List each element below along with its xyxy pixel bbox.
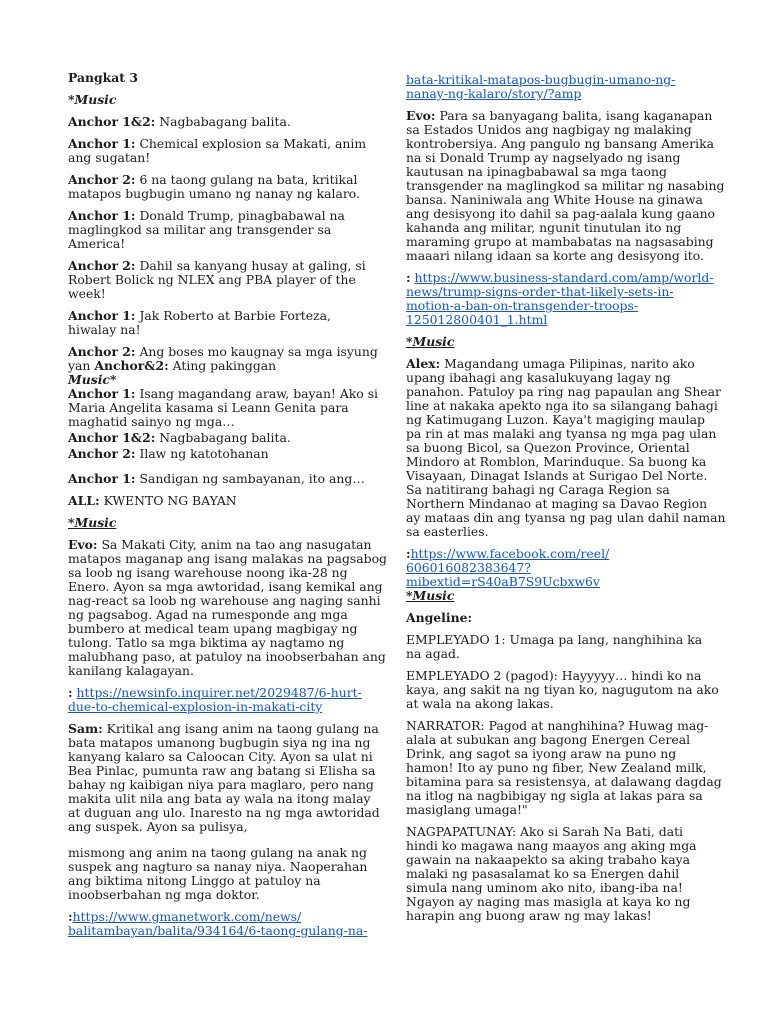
line-text: Sa natitirang bahagi ng Caraga Region sa: [406, 482, 670, 497]
script-line: [68, 431, 370, 445]
source-link-block: [406, 73, 710, 101]
line-text: bahay ng kaibigan niya para maglaro, pero nang: [68, 777, 374, 792]
line-text: line at nakaka apekto nga ito sa silangang bahagi: [406, 398, 718, 413]
music-cue: Music*: [68, 372, 117, 387]
line-text: at duguan ang ulo. Inaresto na ng mga awtoridad: [68, 805, 380, 820]
news-paragraph: [406, 356, 726, 539]
script-line: [68, 173, 370, 201]
line-text: Drink, ang sagot sa iyong araw na puno ng: [406, 746, 677, 761]
news-paragraph: [68, 537, 387, 678]
source-link-block: [68, 686, 370, 714]
script-line: [68, 494, 370, 508]
line-text: maraming grupo at mambabatas na nagsasabing: [406, 234, 714, 249]
line-text: Northern Mindanao at maging sa Davao Region: [406, 496, 708, 511]
speaker-label: Anchor 1&2:: [68, 114, 156, 129]
news-paragraph: [406, 108, 725, 263]
line-text: Para sa banyagang balita, isang kaganapan: [439, 108, 713, 123]
line-text: panahon. Patuloy pa ring nag papaulan ang Shear: [406, 384, 721, 399]
ad-script-line: [406, 718, 722, 817]
speaker-label: ALL:: [68, 493, 100, 508]
line-text: ang desisyong ito dahil sa pag-aalala kung gaano: [406, 206, 716, 221]
line-text: upang ibahagi ang kasalukuyang lagay ng: [406, 370, 671, 385]
line-text: tulong. Tatlo sa mga biktima ay nagtamo ng: [68, 635, 345, 650]
source-link-block: [406, 270, 714, 327]
line-text: Maria Angelita kasama si Leann Genita para: [68, 400, 349, 415]
line-text: makita ulit nila ang bata ay wala na itong malay: [68, 791, 371, 806]
ad-script-line: [406, 668, 719, 711]
speaker-label: Anchor 2:: [68, 446, 136, 461]
source-link[interactable]: balitambayan/balita/934164/6-taong-gulang-na-: [68, 923, 368, 938]
script-line: [68, 472, 370, 486]
line-text: ay mataas din ang tyansa ng pag ulan dahil naman: [406, 510, 726, 525]
source-link[interactable]: mibextid=rS40aB7S9Ucbxw6v: [406, 574, 600, 589]
line-text: Sa Makati City, anim na tao ang nasugatan: [101, 537, 372, 552]
line-text: maghatid sainyo ng mga…: [68, 414, 235, 429]
line-text: ang suspek. Ayon sa pulisya,: [68, 819, 248, 834]
source-link[interactable]: https://www.business-standard.com/amp/world-: [414, 270, 714, 285]
line-text: KWENTO NG BAYAN: [103, 493, 237, 508]
speaker-label: Anchor 1:: [68, 471, 136, 486]
line-text: na agad.: [406, 646, 460, 661]
source-link[interactable]: https://newsinfo.inquirer.net/2029487/6-hurt-: [76, 685, 362, 700]
line-text: ng pagsabog. Agad na rumesponde ang mga: [68, 607, 348, 622]
line-text: bumbero at medical team upang magbigay ng: [68, 621, 358, 636]
line-text: kahanda ang militar, ngunit tinutulan ito ng: [406, 220, 682, 235]
line-text: hindi ko magawa nang maayos ang aking mga: [406, 838, 697, 853]
music-cue: *Music: [406, 334, 455, 349]
source-link[interactable]: motion-a-ban-on-transgender-troops-: [406, 298, 639, 313]
news-paragraph: [68, 721, 380, 834]
line-text: sa easterlies.: [406, 524, 489, 539]
speaker-label: Anchor 1:: [68, 208, 136, 223]
line-text: hiwalay na!: [68, 322, 141, 337]
line-text: NARRATOR: Pagod at nanghihina? Huwag mag-: [406, 718, 709, 733]
script-line: [68, 115, 370, 129]
line-text: Isang magandang araw, bayan! Ako si: [139, 386, 379, 401]
line-text: Ngayon ay naging mas masigla at kaya ko ng: [406, 894, 691, 909]
speaker-label: Anchor 2:: [68, 344, 136, 359]
script-line: [68, 344, 379, 429]
ad-script-line: [406, 633, 710, 661]
line-text: hamon! Ito ay puno ng fiber, New Zealand milk,: [406, 760, 707, 775]
right-column: [406, 72, 726, 931]
line-text: bitamina para sa resistensya, at dalawang dagdag: [406, 774, 722, 789]
source-link[interactable]: due-to-chemical-explosion-in-makati-city: [68, 699, 323, 714]
line-text: EMPLEYADO 2 (pagod): Hayyyyy… hindi ko na: [406, 668, 702, 683]
source-link-block: [406, 547, 710, 603]
line-text: Ang boses mo kaugnay sa mga isyung: [139, 344, 378, 359]
line-text: matapos maganap ang isang malakas na pagsabog: [68, 551, 387, 566]
news-paragraph: [68, 846, 370, 902]
script-line: [68, 209, 370, 251]
line-text: alala at subukan ang bagong Energen Cereal: [406, 732, 691, 747]
line-text: Ilaw ng katotohanan: [139, 446, 269, 461]
script-line: [68, 259, 370, 301]
line-text: Enero. Ayon sa mga awtoridad, isang kemikal ang: [68, 579, 383, 594]
ad-script-line: [406, 825, 710, 923]
line-text: pa rin at mas malaki ang tyansa ng mga pag ulan: [406, 426, 717, 441]
source-link[interactable]: https://www.facebook.com/reel/: [410, 546, 610, 561]
line-text: matapos bugbugin umano ng nanay ng kalaro.: [68, 186, 360, 201]
script-line: [68, 309, 370, 337]
line-text: kanilang kalagayan.: [68, 663, 194, 678]
source-link[interactable]: https://www.gmanetwork.com/news/: [72, 909, 302, 924]
source-link[interactable]: nanay-ng-kalaro/story/?amp: [406, 86, 582, 101]
source-link[interactable]: 606016082383647?: [406, 560, 531, 575]
line-text: yan: [68, 358, 91, 373]
link-prefix: :: [68, 685, 73, 700]
line-text: na si Donald Trump ay nagselyado ng isang: [406, 150, 681, 165]
line-text: Robert Bolick ng NLEX ang PBA player of the: [68, 272, 356, 287]
link-prefix: :: [68, 909, 73, 924]
line-text: kautusan na ipinagbabawal sa mga taong: [406, 164, 667, 179]
line-text: Nagbabagang balita.: [159, 430, 291, 445]
line-text: Kritikal ang isang anim na taong gulang na: [106, 721, 379, 736]
line-text: Mindoro at Romblon, Marinduque. Sa buong ka: [406, 454, 707, 469]
line-text: Nagbabagang balita.: [159, 114, 291, 129]
line-text: masiglang umaga!": [406, 802, 528, 817]
segment-speaker: Angeline:: [406, 610, 473, 625]
music-cue: *Music: [68, 92, 117, 107]
speaker-label: Evo:: [406, 108, 436, 123]
music-cue: *Music: [68, 515, 117, 530]
line-text: simula nang uminom ako nito, ibang-iba na!: [406, 880, 683, 895]
line-text: Sandigan ng sambayanan, ito ang…: [139, 471, 365, 486]
line-text: sa loob ng isang warehouse noong ika-28 ng: [68, 565, 348, 580]
line-text: kaya, ang sakit na ng tiyan ko, nagugutom na ako: [406, 682, 719, 697]
line-text: Chemical explosion sa Makati, anim: [139, 136, 367, 151]
speaker-label: Anchor 1:: [68, 308, 136, 323]
speaker-label: Sam:: [68, 721, 103, 736]
source-link[interactable]: bata-kritikal-matapos-bugbugin-umano-ng-: [406, 72, 676, 87]
speaker-label: Anchor 2:: [68, 258, 136, 273]
speaker-label: Alex:: [406, 356, 441, 371]
line-text: sa buong Bicol, sa Quezon Province, Oriental: [406, 440, 690, 455]
line-text: Bea Pinlac, pumunta raw ang batang si Elisha sa: [68, 763, 376, 778]
line-text: kontrobersiya. Ang pangulo ng bansang Amerika: [406, 136, 715, 151]
speaker-label: Evo:: [68, 537, 98, 552]
line-text: harapin ang buong araw ng may lakas!: [406, 908, 652, 923]
line-text: maaari nilang idaan sa korte ang desisyong ito.: [406, 248, 704, 263]
line-text: NAGPAPATUNAY: Ako si Sarah Na Bati, dati: [406, 824, 684, 839]
line-text: bata matapos umanong bugbugin siya ng ina ng: [68, 735, 371, 750]
left-column: [68, 70, 387, 946]
line-text: Ating pakinggan: [172, 358, 277, 373]
line-text: at wala na akong lakas.: [406, 696, 554, 711]
speaker-label: Anchor&2:: [94, 358, 169, 373]
line-text: Dahil sa kanyang husay at galing, si: [139, 258, 366, 273]
line-text: na itlog na nagbibigay ng sigla at lakas para sa: [406, 788, 703, 803]
line-text: sa Estados Unidos ang nagbigay ng malaking: [406, 122, 692, 137]
line-text: ang sugatan!: [68, 150, 151, 165]
script-line: [68, 137, 370, 165]
line-text: Magandang umaga Pilipinas, narito ako: [444, 356, 695, 371]
line-text: Donald Trump, pinagbabawal na: [139, 208, 345, 223]
line-text: mismong ang anim na taong gulang na anak ng: [68, 845, 367, 860]
script-line: [68, 447, 370, 461]
line-text: Jak Roberto at Barbie Forteza,: [139, 308, 331, 323]
group-title: Pangkat 3: [68, 70, 138, 85]
line-text: ng Katimugang Luzon. Kaya't magiging maulap: [406, 412, 705, 427]
line-text: nag-react sa loob ng warehouse ang naging sanhi: [68, 593, 381, 608]
line-text: week!: [68, 286, 106, 301]
line-text: maglingkod sa militar ang transgender sa: [68, 222, 332, 237]
speaker-label: Anchor 1:: [68, 136, 136, 151]
line-text: kanyang kalaro sa Caloocan City. Ayon sa ulat ni: [68, 749, 373, 764]
line-text: bansa. Naniniwala ang White House na ginawa: [406, 192, 703, 207]
line-text: EMPLEYADO 1: Umaga pa lang, nanghihina ka: [406, 632, 703, 647]
speaker-label: Anchor 2:: [68, 172, 136, 187]
line-text: 6 na taong gulang na bata, kritikal: [139, 172, 358, 187]
speaker-label: Anchor 1&2:: [68, 430, 156, 445]
line-text: suspek ang nagturo sa nanay niya. Naoperahan: [68, 859, 368, 874]
link-prefix: :: [406, 270, 411, 285]
link-prefix: :: [406, 546, 411, 561]
line-text: malaki ng pasasalamat ko sa Energen dahil: [406, 866, 680, 881]
source-link[interactable]: 125012800401_1.html: [406, 312, 548, 327]
line-text: transgender na maglingkod sa militar ng nasabing: [406, 178, 725, 193]
line-text: inoobserbahan ng mga doktor.: [68, 887, 260, 902]
source-link[interactable]: news/trump-signs-order-that-likely-sets-in-: [406, 284, 674, 299]
line-text: ang biktima nitong Linggo at patuloy na: [68, 873, 321, 888]
line-text: gawain na nakaapekto sa aking trabaho kaya: [406, 852, 690, 867]
line-text: America!: [68, 236, 126, 251]
line-text: malubhang paso, at patuloy na inoobserbahan ang: [68, 649, 386, 664]
line-text: Visayaan, Dinagat Islands at Surigao Del Norte.: [406, 468, 708, 483]
speaker-label: Anchor 1:: [68, 386, 136, 401]
source-link-block: [68, 910, 370, 938]
music-cue: *Music: [406, 588, 455, 603]
